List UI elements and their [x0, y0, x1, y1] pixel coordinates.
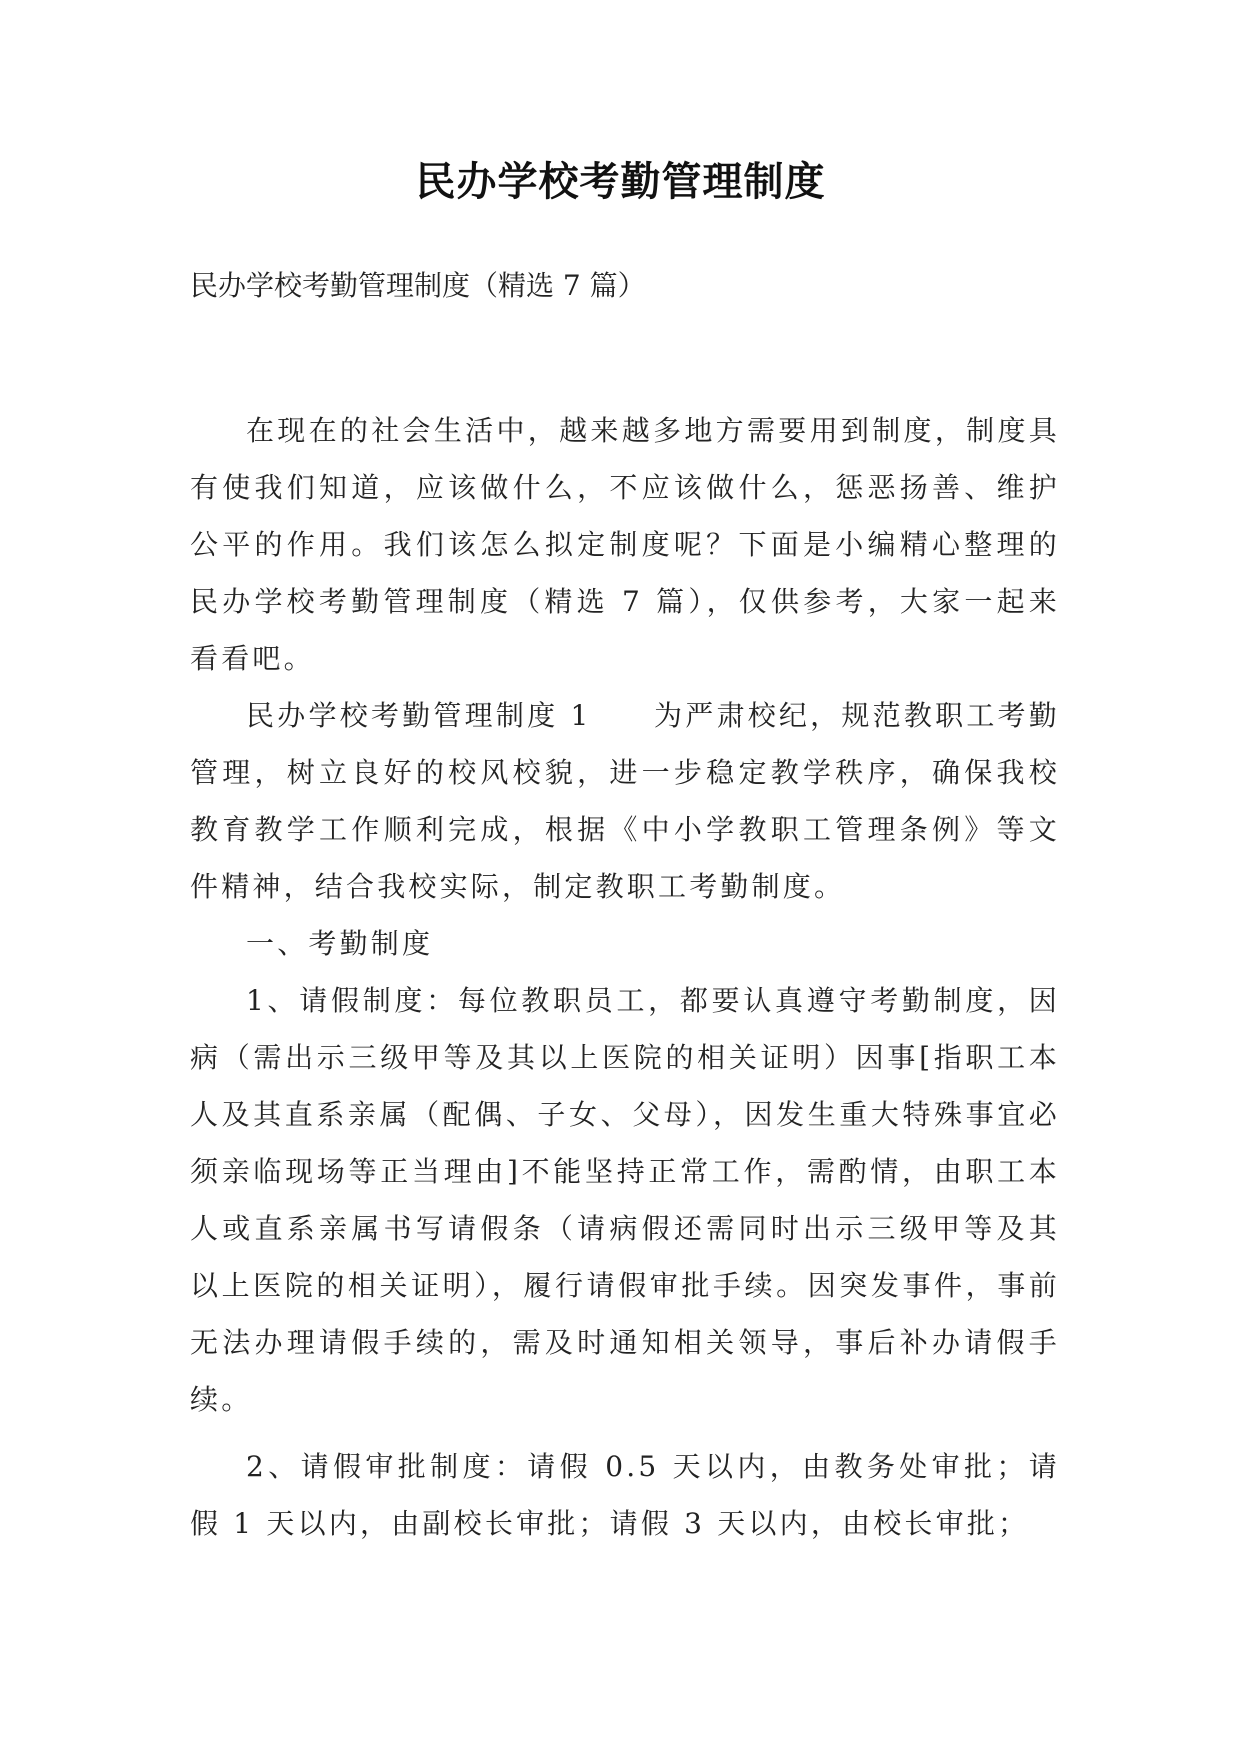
intro-paragraph: 在现在的社会生活中，越来越多地方需要用到制度，制度具有使我们知道，应该做什么，不应该做什么，惩恶扬善、维护公平的作用。我们该怎么拟定制度呢？下面是小编精心整理的民办学校考勤管理制度（精选 7 篇），仅供参考，大家一起来看看吧。	[190, 414, 1060, 675]
leave-system-paragraph: 1、请假制度：每位教职员工，都要认真遵守考勤制度，因病（需出示三级甲等及其以上医院的相关证明）因事[指职工本人及其直系亲属（配偶、子女、父母），因发生重大特殊事宜必须亲临现场等正当理由]不能坚持正常工作，需酌情，由职工本人或直系亲属书写请假条（请病假还需同时出示三级甲等及其以上医院的相关证明），履行请假审批手续。因突发事件，事前无法办理请假手续的，需及时通知相关领导，事后补办请假手续。	[190, 984, 1060, 1416]
document-subtitle: 民办学校考勤管理制度（精选 7 篇）	[190, 269, 646, 302]
document-title: 民办学校考勤管理制度	[415, 159, 826, 205]
document-body	[190, 402, 1060, 1552]
regulation-1-paragraph: 民办学校考勤管理制度 1 为严肃校纪，规范教职工考勤管理，树立良好的校风校貌，进一步稳定教学秩序，确保我校教育教学工作顺利完成，根据《中小学教职工管理条例》等文件精神，结合我校实际，制定教职工考勤制度。	[190, 699, 1060, 903]
section-heading: 一、考勤制度	[246, 927, 434, 960]
leave-approval-paragraph: 2、请假审批制度：请假 0.5 天以内，由教务处审批；请假 1 天以内，由副校长审批；请假 3 天以内，由校长审批；	[190, 1450, 1060, 1540]
